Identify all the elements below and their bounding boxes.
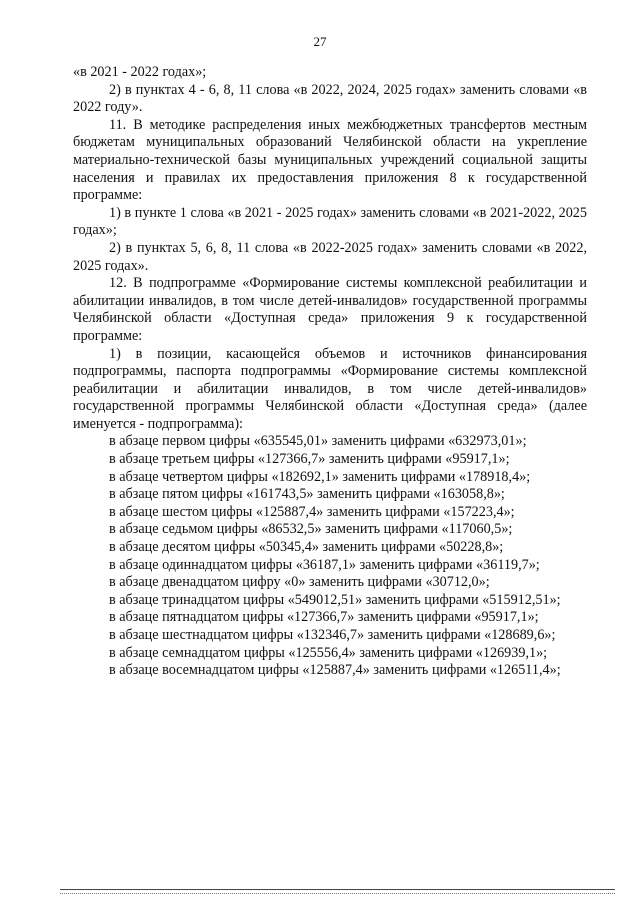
- paragraph-item-2: 2) в пунктах 4 - 6, 8, 11 слова «в 2022, 2024, 2025 годах» заменить словами «в 2022 году».: [73, 81, 587, 116]
- list-item: в абзаце пятнадцатом цифры «127366,7» заменить цифрами «95917,1»;: [109, 609, 539, 626]
- paragraph-section-11: 11. В методике распределения иных межбюджетных трансфертов местным бюджетам муниципальных образований Челябинской области на укрепление материально-технической базы муниципальных учреждений социальной защиты населения и правилах их предоставления приложения 8 к государственной программе:: [73, 116, 587, 204]
- page-number: 27: [313, 34, 327, 49]
- document-body: [73, 64, 587, 680]
- list-item: в абзаце шестом цифры «125887,4» заменить цифрами «157223,4»;: [109, 503, 515, 520]
- list-item: в абзаце седьмом цифры «86532,5» заменить цифрами «117060,5»;: [109, 521, 513, 538]
- footer-divider: [60, 889, 615, 890]
- list-item: в абзаце шестнадцатом цифры «132346,7» заменить цифрами «128689,6»;: [109, 627, 556, 643]
- list-item: в абзаце семнадцатом цифры «125556,4» заменить цифрами «126939,1»;: [109, 644, 548, 661]
- list-item: в абзаце пятом цифры «161743,5» заменить цифрами «163058,8»;: [109, 486, 505, 503]
- list-item: в абзаце тринадцатом цифры «549012,51» заменить цифрами «515912,51»;: [109, 591, 561, 608]
- paragraph-section-12-item-1: 1) в позиции, касающейся объемов и источников финансирования подпрограммы, паспорта подпрограммы «Формирование системы комплексной реабилитации и абилитации инвалидов, в том числе детей-инвалидов» государственной программы Челябинской области «Доступная среда» (далее именуется - подпрограмма):: [73, 345, 587, 432]
- replacement-list: [73, 433, 587, 679]
- paragraph-section-12: 12. В подпрограмме «Формирование системы комплексной реабилитации и абилитации инвалидов, в том числе детей-инвалидов» государственной программы Челябинской области «Доступная среда» приложения 9 к государственной программе:: [73, 275, 587, 344]
- footer-divider-dotted: [60, 893, 615, 894]
- list-item: в абзаце восемнадцатом цифры «125887,4» заменить цифрами «126511,4»;: [109, 662, 561, 679]
- paragraph-section-11-item-1: 1) в пункте 1 слова «в 2021 - 2025 годах» заменить словами «в 2021-2022, 2025 годах»;: [73, 204, 587, 239]
- list-item: в абзаце двенадцатом цифру «0» заменить цифрами «30712,0»;: [109, 574, 490, 591]
- paragraph-section-11-item-2: 2) в пунктах 5, 6, 8, 11 слова «в 2022-2025 годах» заменить словами «в 2022, 2025 годах».: [73, 239, 587, 274]
- list-item: в абзаце первом цифры «635545,01» заменить цифрами «632973,01»;: [109, 433, 527, 450]
- list-item: в абзаце третьем цифры «127366,7» заменить цифрами «95917,1»;: [109, 451, 510, 468]
- paragraph-continuation: «в 2021 - 2022 годах»;: [73, 64, 207, 80]
- list-item: в абзаце десятом цифры «50345,4» заменить цифрами «50228,8»;: [109, 539, 504, 556]
- list-item: в абзаце четвертом цифры «182692,1» заменить цифрами «178918,4»;: [109, 468, 531, 485]
- list-item: в абзаце одиннадцатом цифры «36187,1» заменить цифрами «36119,7»;: [109, 556, 540, 573]
